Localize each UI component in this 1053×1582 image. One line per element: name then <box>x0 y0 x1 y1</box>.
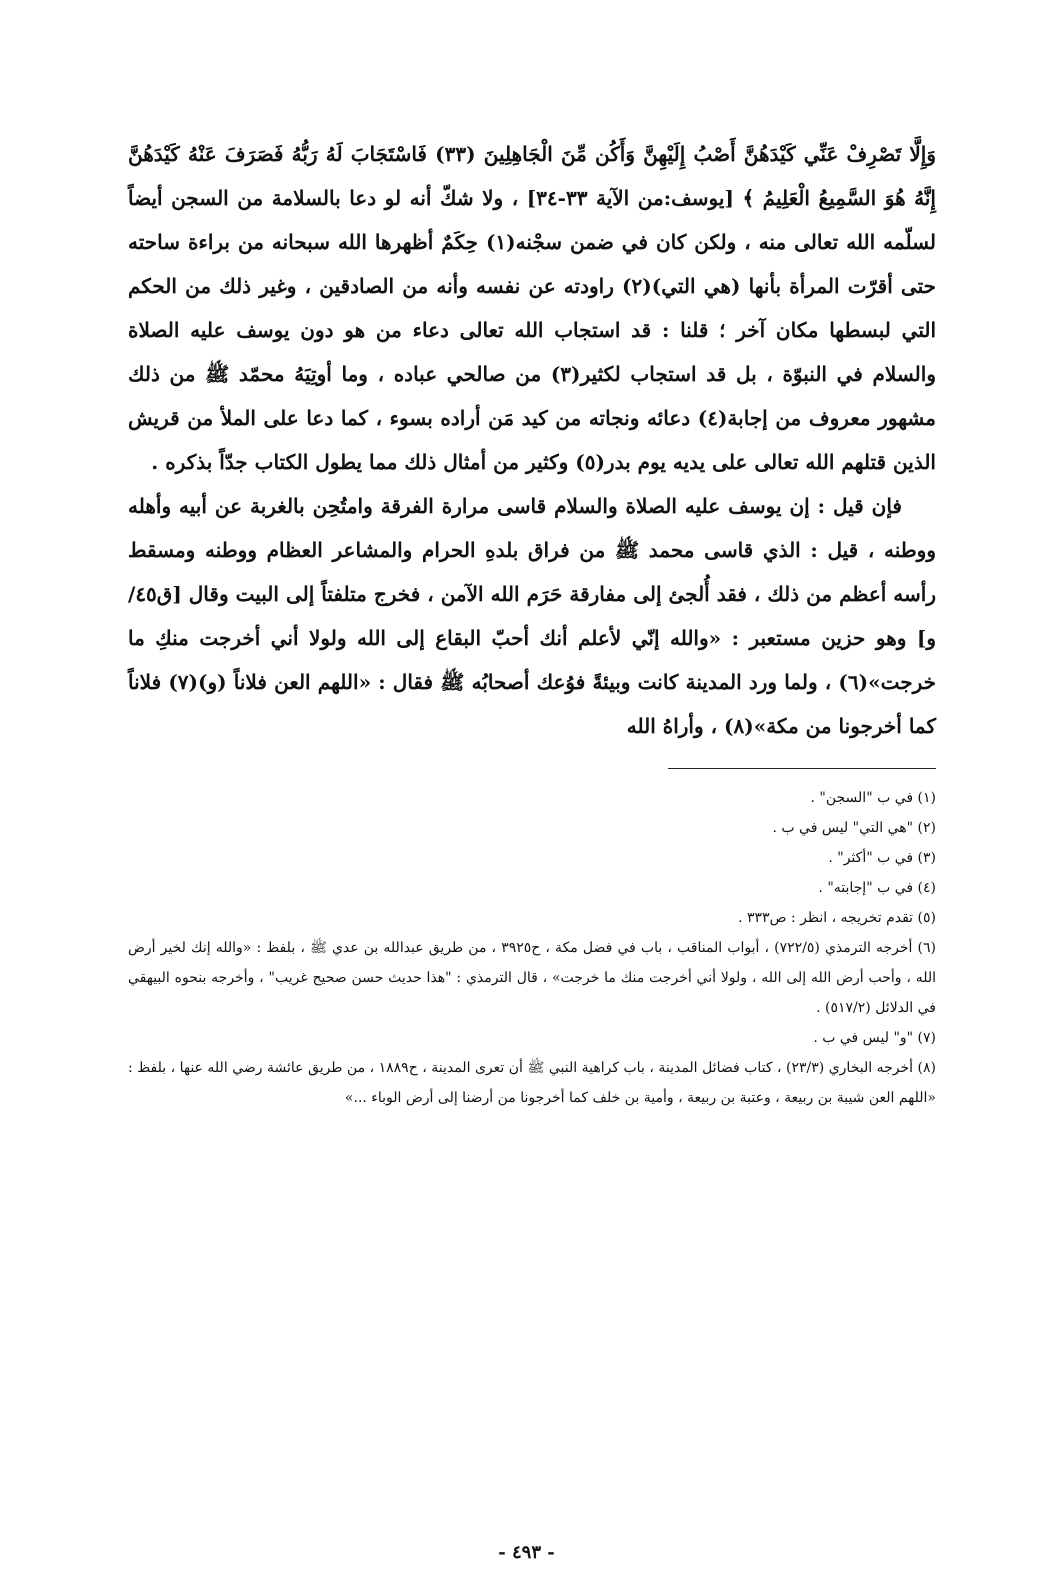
main-text <box>128 132 936 748</box>
footnote-8: (٨) أخرجه البخاري (٢٣/٣) ، كتاب فضائل المدينة ، باب كراهية النبي ﷺ أن تعرى المدينة ، ح١٨٨٩ ، من طريق عائشة رضي الله عنها ، بلفظ : «اللهم العن شيبة بن ربيعة ، وعتبة بن ربيعة ، وأمية بن خلف كما أخرجونا من أرضنا إلى أرض الوباء ...» <box>128 1060 936 1106</box>
footnote-5: (٥) تقدم تخريجه ، انظر : ص٣٣٣ . <box>738 910 936 926</box>
footnote-6: (٦) أخرجه الترمذي (٧٢٢/٥) ، أبواب المناقب ، باب في فضل مكة ، ح٣٩٢٥ ، من طريق عبدالله بن عدي ﷺ ، بلفظ : «والله إنك لخير أرض الله ، وأحب أرض الله إلى الله ، ولولا أني أخرجت منك ما خرجت» ، قال الترمذي : "هذا حديث حسن صحيح غريب" ، وأخرجه بنحوه البيهقي في الدلائل (٥١٧/٢) . <box>128 940 936 1016</box>
footnote-1: (١) في ب "السجن" . <box>810 790 936 806</box>
book-page <box>128 132 936 1113</box>
footnote-3: (٣) في ب "أكثر" . <box>828 850 936 866</box>
footnote-7: (٧) "و" ليس في ب . <box>813 1030 936 1046</box>
paragraph-1 <box>128 132 936 484</box>
footnote-4: (٤) في ب "إجابته" . <box>818 880 936 896</box>
footnotes <box>128 783 936 1113</box>
page-number: - ٤٩٣ - <box>498 1542 555 1563</box>
footnote-separator <box>668 768 936 769</box>
quran-verse: وَإِلَّا تَصْرِفْ عَنِّي كَيْدَهُنَّ أَصْبُ إِلَيْهِنَّ وَأَكُن مِّنَ الْجَاهِلِينَ (٣٣) فَاسْتَجَابَ لَهُ رَبُّهُ فَصَرَفَ عَنْهُ كَيْدَهُنَّ إِنَّهُ هُوَ السَّمِيعُ الْعَلِيمُ ﴾ <box>128 142 936 210</box>
footnote-2: (٢) "هي التي" ليس في ب . <box>772 820 936 836</box>
paragraph-2: فإن قيل : إن يوسف عليه الصلاة والسلام قاسى مرارة الفرقة وامتُحِن بالغربة عن أبيه وأهله ووطنه ، قيل : الذي قاسى محمد ﷺ من فراق بلدهِ الحرام والمشاعر العظام ووطنه ومسقط رأسه أعظم من ذلك ، فقد أُلجئ إلى مفارقة حَرَم الله الآمن ، فخرج متلفتاً إلى البيت وقال [ق٤٥/و] وهو حزين مستعبر : «والله إنّي لأعلم أنك أحبّ البقاع إلى الله ولولا أني أخرجت منكِ ما خرجت»(٦) ، ولما ورد المدينة كانت وبيئةً فوُعك أصحابُه ﷺ فقال : «اللهم العن فلاناً (و)(٧) فلاناً كما أخرجونا من مكة»(٨) ، وأراهُ الله <box>128 494 936 738</box>
paragraph-1-text: [يوسف:من الآية ٣٣-٣٤] ، ولا شكّ أنه لو دعا بالسلامة من السجن أيضاً لسلّمه الله تعالى منه ، ولكن كان في ضمن سجْنه(١) حِكَمٌ أظهرها الله سبحانه من براءة ساحته حتى أقرّت المرأة بأنها (هي التي)(٢) راودته عن نفسه وأنه من الصادقين ، وغير ذلك من الحكم التي لبسطها مكان آخر ؛ قلنا : قد استجاب الله تعالى دعاء من هو دون يوسف عليه الصلاة والسلام في النبوّة ، بل قد استجاب لكثير(٣) من صالحي عباده ، وما أوتِيَهُ محمّد ﷺ من ذلك مشهور معروف من إجابة(٤) دعائه ونجاته من كيد مَن أراده بسوء ، كما دعا على الملأ من قريش الذين قتلهم الله تعالى على يديه يوم بدر(٥) وكثير من أمثال ذلك مما يطول الكتاب جدّاً بذكره . <box>128 186 937 474</box>
